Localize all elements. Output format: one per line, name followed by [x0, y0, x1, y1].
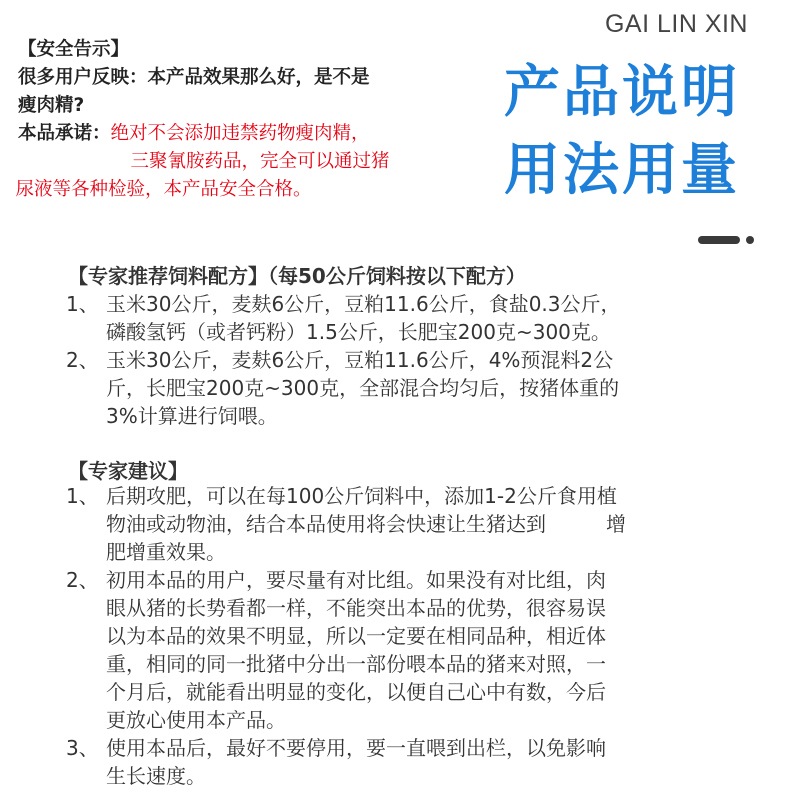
item-text [106, 482, 766, 566]
promise-line-3: 尿液等各种检验，本产品安全合格。 [15, 179, 312, 200]
item-text [106, 346, 766, 430]
promise-line-2: 三聚氰胺药品，完全可以通过猪 [130, 151, 390, 172]
item-number: 2、 [66, 568, 99, 592]
headline [504, 54, 740, 210]
promise-label: 本品承诺： [18, 123, 111, 144]
formula-list [66, 290, 766, 430]
promise-line-1: 绝对不会添加违禁药物瘦肉精， [110, 123, 370, 144]
list-item [66, 290, 766, 346]
item-line: 生长速度。 [106, 764, 206, 788]
item-line: 玉米30公斤，麦麸6公斤，豆粕11.6公斤，4%预混料2公 [106, 348, 614, 372]
list-item [66, 566, 766, 734]
item-text [106, 734, 766, 790]
item-text [106, 566, 766, 734]
advice-list [66, 482, 766, 790]
item-line: 肥增重效果。 [106, 540, 226, 564]
notice-question-line-1: 很多用户反映：本产品效果那么好，是不是 [18, 67, 370, 88]
safety-notice [15, 36, 498, 204]
item-line: 更放心使用本产品。 [106, 708, 286, 732]
item-number: 1、 [66, 484, 99, 508]
item-line: 眼从猪的长势看都一样，不能突出本品的优势，很容易误 [106, 596, 606, 620]
item-line: 3%计算进行饲喂。 [106, 404, 278, 428]
item-text [106, 290, 766, 346]
list-item [66, 482, 766, 566]
item-number: 1、 [66, 292, 99, 316]
advice-section-title: 【专家建议】 [68, 459, 188, 483]
item-line: 重，相同的同一批猪中分出一部份喂本品的猪来对照，一 [106, 652, 606, 676]
item-line: 个月后，就能看出明显的变化，以便自己心中有数，今后 [106, 680, 606, 704]
item-line: 后期攻肥，可以在每100公斤饲料中，添加1-2公斤食用植 [106, 484, 617, 508]
brand-name: GAI LIN XIN [604, 10, 748, 38]
divider-bar [698, 236, 740, 244]
item-number: 2、 [66, 348, 99, 372]
item-line: 使用本品后，最好不要停用，要一直喂到出栏，以免影响 [106, 736, 606, 760]
headline-line-1: 产品说明 [504, 60, 740, 125]
notice-question-line-2: 瘦肉精? [18, 95, 85, 116]
notice-promise [15, 120, 498, 204]
notice-title: 【安全告示】 [18, 39, 130, 60]
list-item [66, 346, 766, 430]
item-line: 玉米30公斤，麦麸6公斤，豆粕11.6公斤，食盐0.3公斤， [106, 292, 621, 316]
item-line: 斤，长肥宝200克~300克，全部混合均匀后，按猪体重的 [106, 376, 620, 400]
item-line: 以为本品的效果不明显，所以一定要在相同品种，相近体 [106, 624, 606, 648]
item-number: 3、 [66, 736, 99, 760]
decorative-divider [698, 234, 758, 246]
formula-section-title: 【专家推荐饲料配方】（每50公斤饲料按以下配方） [68, 264, 526, 288]
item-line: 磷酸氢钙（或者钙粉）1.5公斤，长肥宝200克~300克。 [106, 320, 611, 344]
item-line: 物油或动物油，结合本品使用将会快速让生猪达到 增 [106, 512, 626, 536]
item-line: 初用本品的用户，要尽量有对比组。如果没有对比组，肉 [106, 568, 606, 592]
list-item [66, 734, 766, 790]
divider-dot [746, 236, 754, 244]
headline-line-2: 用法用量 [504, 138, 740, 203]
